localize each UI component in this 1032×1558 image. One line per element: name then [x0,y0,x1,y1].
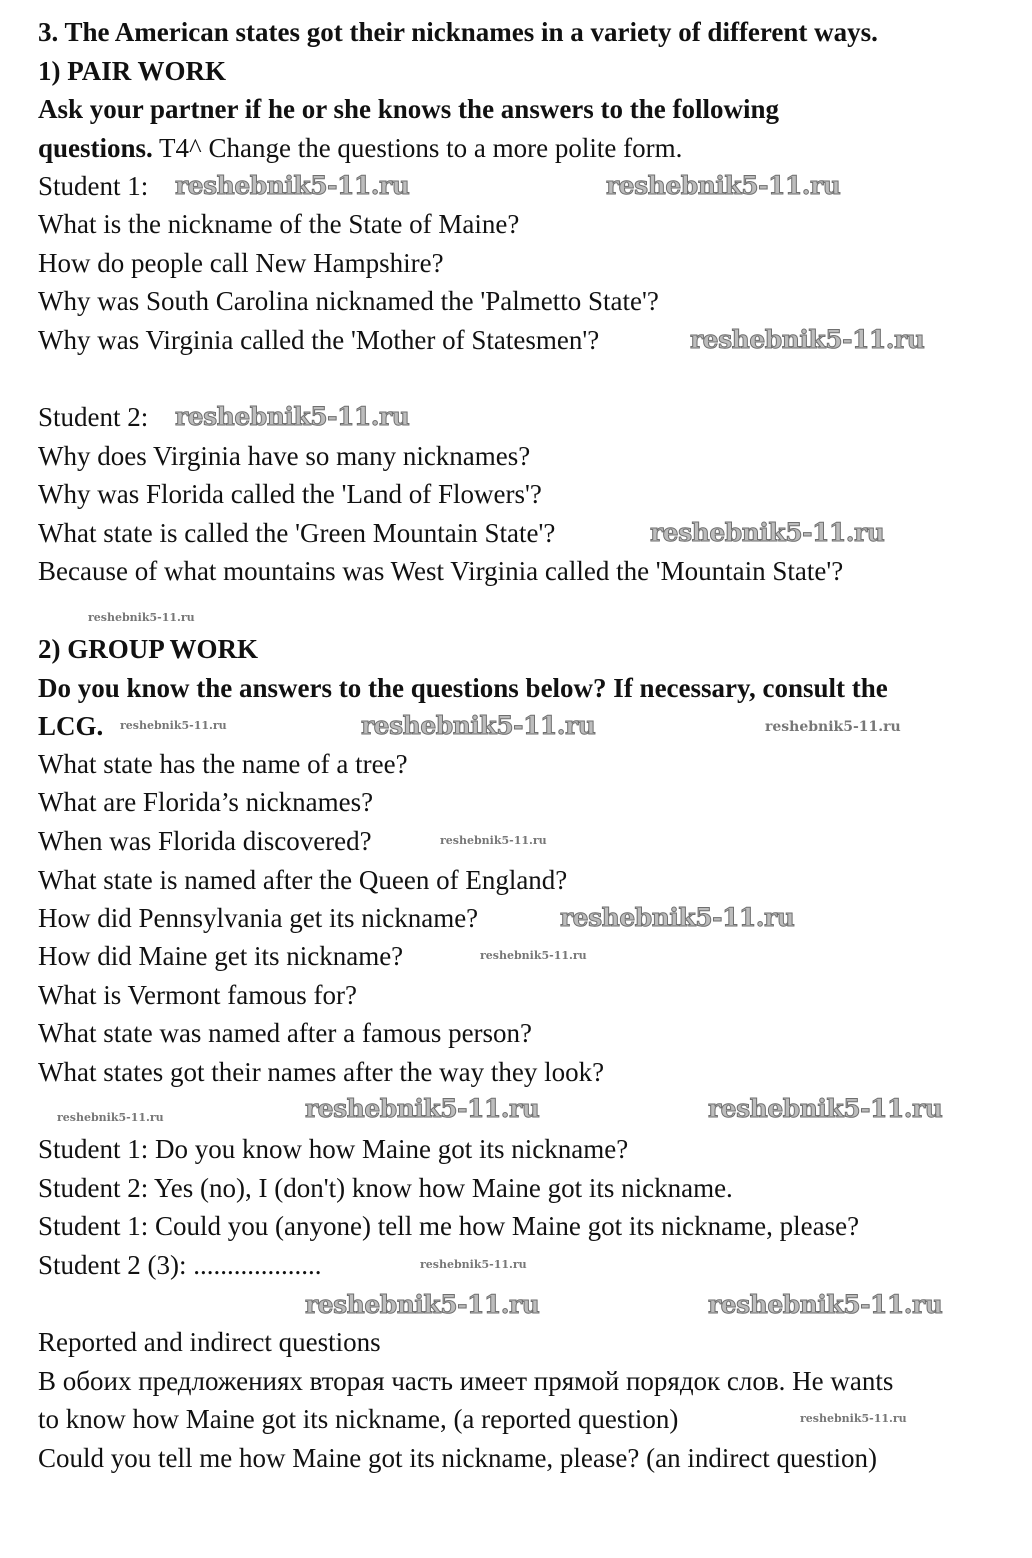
watermark-small: reshebnik5-11.ru [440,834,547,847]
student1-label: Student 1: [38,171,149,201]
watermark: reshebnik5-11.ru [305,1290,540,1319]
question: What state has the name of a tree? [38,749,408,779]
question: Why was Florida called the 'Land of Flowers'? [38,479,542,509]
question: What is the nickname of the State of Maine? [38,209,520,239]
watermark: reshebnik5-11.ru [708,1094,943,1123]
question: What state was named after a famous person? [38,1018,533,1048]
grammar-line: to know how Maine got its nickname, (a reported question) [38,1404,679,1434]
watermark: reshebnik5-11.ru [560,903,795,932]
question: How did Maine get its nickname? [38,941,404,971]
grammar-line: Could you tell me how Maine got its nickname, please? (an indirect question) [38,1443,878,1473]
watermark: reshebnik5-11.ru [175,171,410,200]
watermark: reshebnik5-11.ru [305,1094,540,1123]
watermark: reshebnik5-11.ru [690,325,925,354]
instruction-bold: questions. [38,133,153,163]
watermark: reshebnik5-11.ru [650,518,885,547]
student2-label: Student 2: [38,402,149,432]
watermark-small: reshebnik5-11.ru [765,719,901,735]
watermark: reshebnik5-11.ru [606,171,841,200]
watermark-small: reshebnik5-11.ru [120,719,227,732]
question: What is Vermont famous for? [38,980,357,1010]
watermark-small: reshebnik5-11.ru [420,1258,527,1271]
question: How do people call New Hampshire? [38,248,444,278]
dialogue-line: Student 2: Yes (no), I (don't) know how Maine got its nickname. [38,1173,733,1203]
question: What state is called the 'Green Mountain State'? [38,518,556,548]
question: Why does Virginia have so many nicknames? [38,441,531,471]
grammar-line: В обоих предложениях вторая часть имеет прямой порядок слов. He wants [38,1366,894,1396]
question: How did Pennsylvania get its nickname? [38,903,479,933]
question: Why was South Carolina nicknamed the 'Palmetto State'? [38,286,659,316]
watermark-small: reshebnik5-11.ru [88,611,195,624]
watermark-small: reshebnik5-11.ru [800,1412,907,1425]
question: What are Florida’s nicknames? [38,787,374,817]
dialogue-line: Student 1: Do you know how Maine got its nickname? [38,1134,629,1164]
watermark-small: reshebnik5-11.ru [57,1111,164,1124]
pair-work-heading: 1) PAIR WORK [38,56,226,86]
group-work-instruction-2: LCG. [38,711,104,741]
pair-work-instruction-2 [38,132,682,164]
grammar-heading: Reported and indirect questions [38,1327,381,1357]
watermark: reshebnik5-11.ru [361,711,596,740]
question: What state is named after the Queen of England? [38,865,568,895]
question: Because of what mountains was West Virginia called the 'Mountain State'? [38,556,844,586]
dialogue-line: Student 1: Could you (anyone) tell me how Maine got its nickname, please? [38,1211,860,1241]
group-work-instruction: Do you know the answers to the questions below? If necessary, consult the [38,673,888,703]
watermark: reshebnik5-11.ru [175,402,410,431]
exercise-title: 3. The American states got their nicknames in a variety of different ways. [38,17,878,47]
question: When was Florida discovered? [38,826,372,856]
question: Why was Virginia called the 'Mother of Statesmen'? [38,325,600,355]
pair-work-instruction: Ask your partner if he or she knows the answers to the following [38,94,780,124]
watermark-small: reshebnik5-11.ru [480,949,587,962]
instruction-rest: T4^ Change the questions to a more polite form. [152,133,683,163]
question: What states got their names after the way they look? [38,1057,605,1087]
watermark: reshebnik5-11.ru [708,1290,943,1319]
group-work-heading: 2) GROUP WORK [38,634,259,664]
dialogue-line: Student 2 (3): ................... [38,1250,322,1280]
